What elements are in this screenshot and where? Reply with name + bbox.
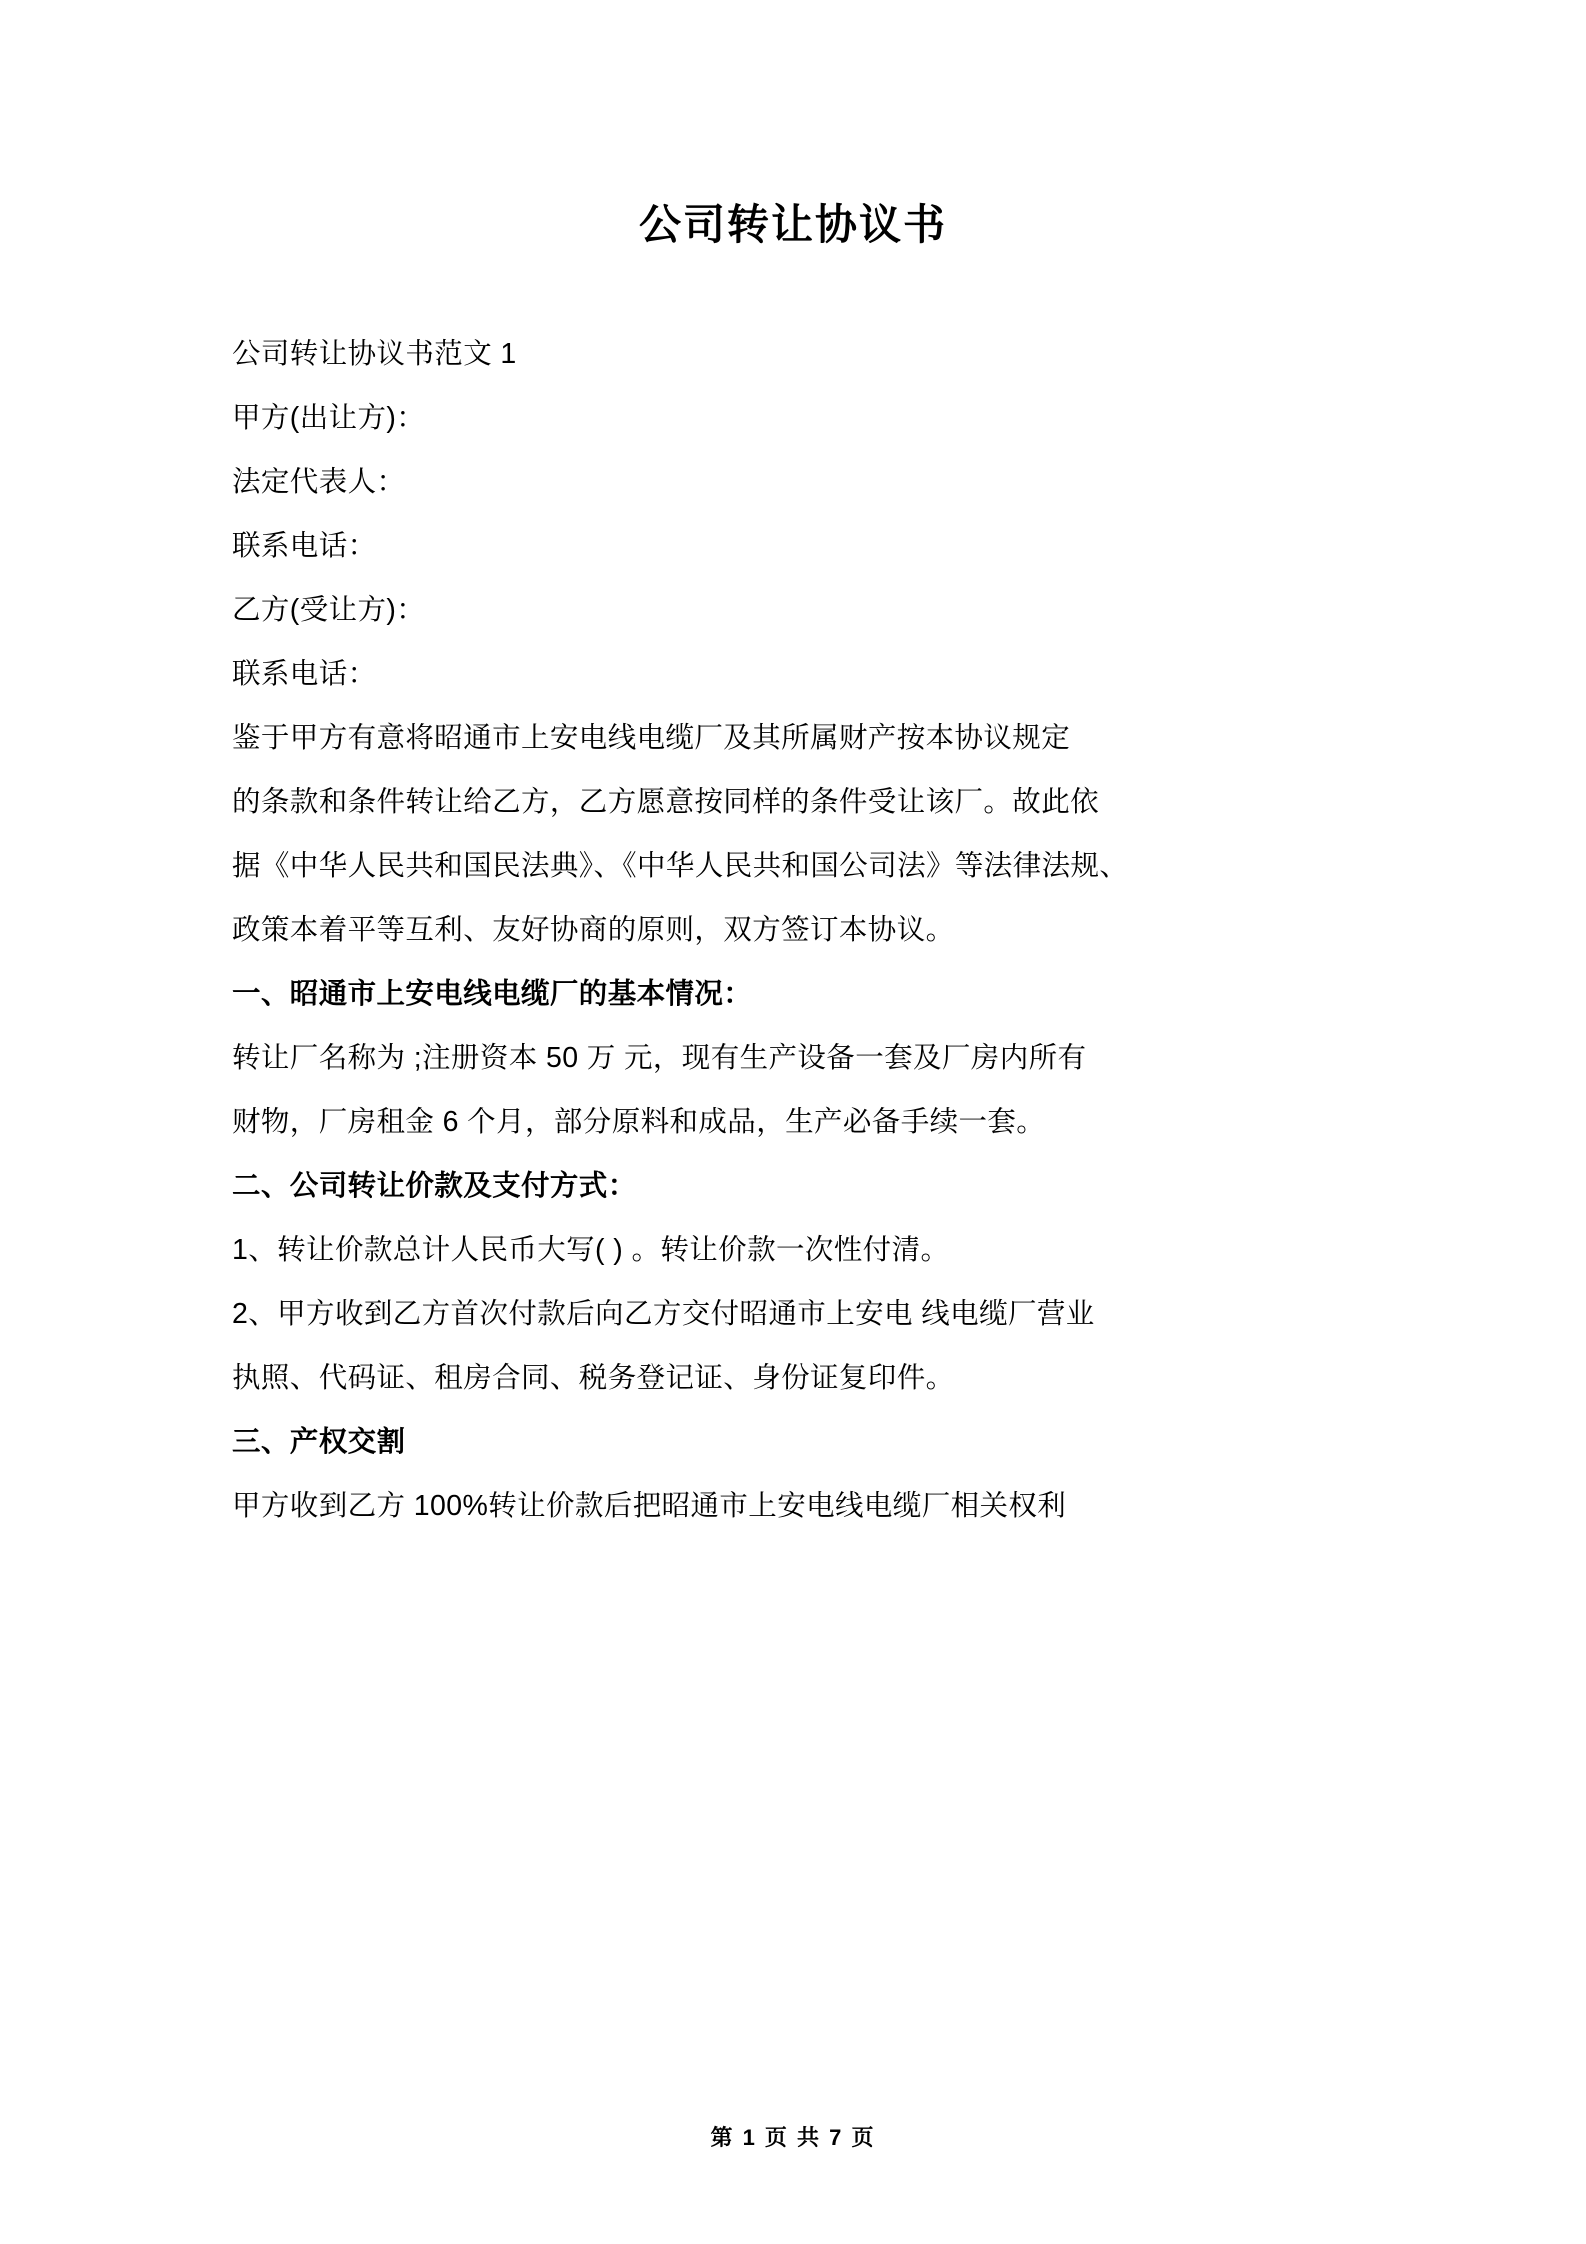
paragraph-line: 执照、代码证、租房合同、税务登记证、身份证复印件。 <box>232 1362 955 1395</box>
paragraph-line: 据《中华人民共和国民法典》、《中华人民共和国公司法》等法律法规、 <box>232 850 1129 883</box>
paragraph-line: 鉴于甲方有意将昭通市上安电线电缆厂及其所属财产按本协议规定 <box>232 722 1071 755</box>
page-footer: 第 1 页 共 7 页 <box>710 2125 876 2150</box>
paragraph-line: 甲方(出让方)： <box>232 402 426 435</box>
page-title: 公司转让协议书 <box>638 201 947 248</box>
paragraph-line: 政策本着平等互利、友好协商的原则，双方签订本协议。 <box>232 914 955 947</box>
section-heading: 一、昭通市上安电线电缆厂的基本情况： <box>232 978 753 1011</box>
paragraph-line: 联系电话： <box>232 658 377 691</box>
page-content <box>232 0 1354 2244</box>
paragraph-line: 转让厂名称为 ;注册资本 50 万 元，现有生产设备一套及厂房内所有 <box>232 1042 1087 1075</box>
paragraph-line: 法定代表人： <box>232 466 406 499</box>
paragraph-line: 甲方收到乙方 100%转让价款后把昭通市上安电线电缆厂相关权利 <box>232 1490 1067 1523</box>
paragraph-line: 的条款和条件转让给乙方，乙方愿意按同样的条件受让该厂。故此依 <box>232 786 1100 819</box>
paragraph-line: 乙方(受让方)： <box>232 594 426 627</box>
paragraph-line: 财物，厂房租金 6 个月，部分原料和成品，生产必备手续一套。 <box>232 1106 1046 1139</box>
section-heading: 二、公司转让价款及支付方式： <box>232 1170 637 1203</box>
paragraph-line: 2、甲方收到乙方首次付款后向乙方交付昭通市上安电 线电缆厂营业 <box>232 1298 1095 1331</box>
paragraph-line: 联系电话： <box>232 530 377 563</box>
paragraph-line: 公司转让协议书范文 1 <box>232 338 517 371</box>
document-body <box>232 322 1354 1538</box>
section-heading: 三、产权交割 <box>232 1426 406 1459</box>
paragraph-line: 1、转让价款总计人民币大写( ) 。转让价款一次性付清。 <box>232 1234 950 1267</box>
